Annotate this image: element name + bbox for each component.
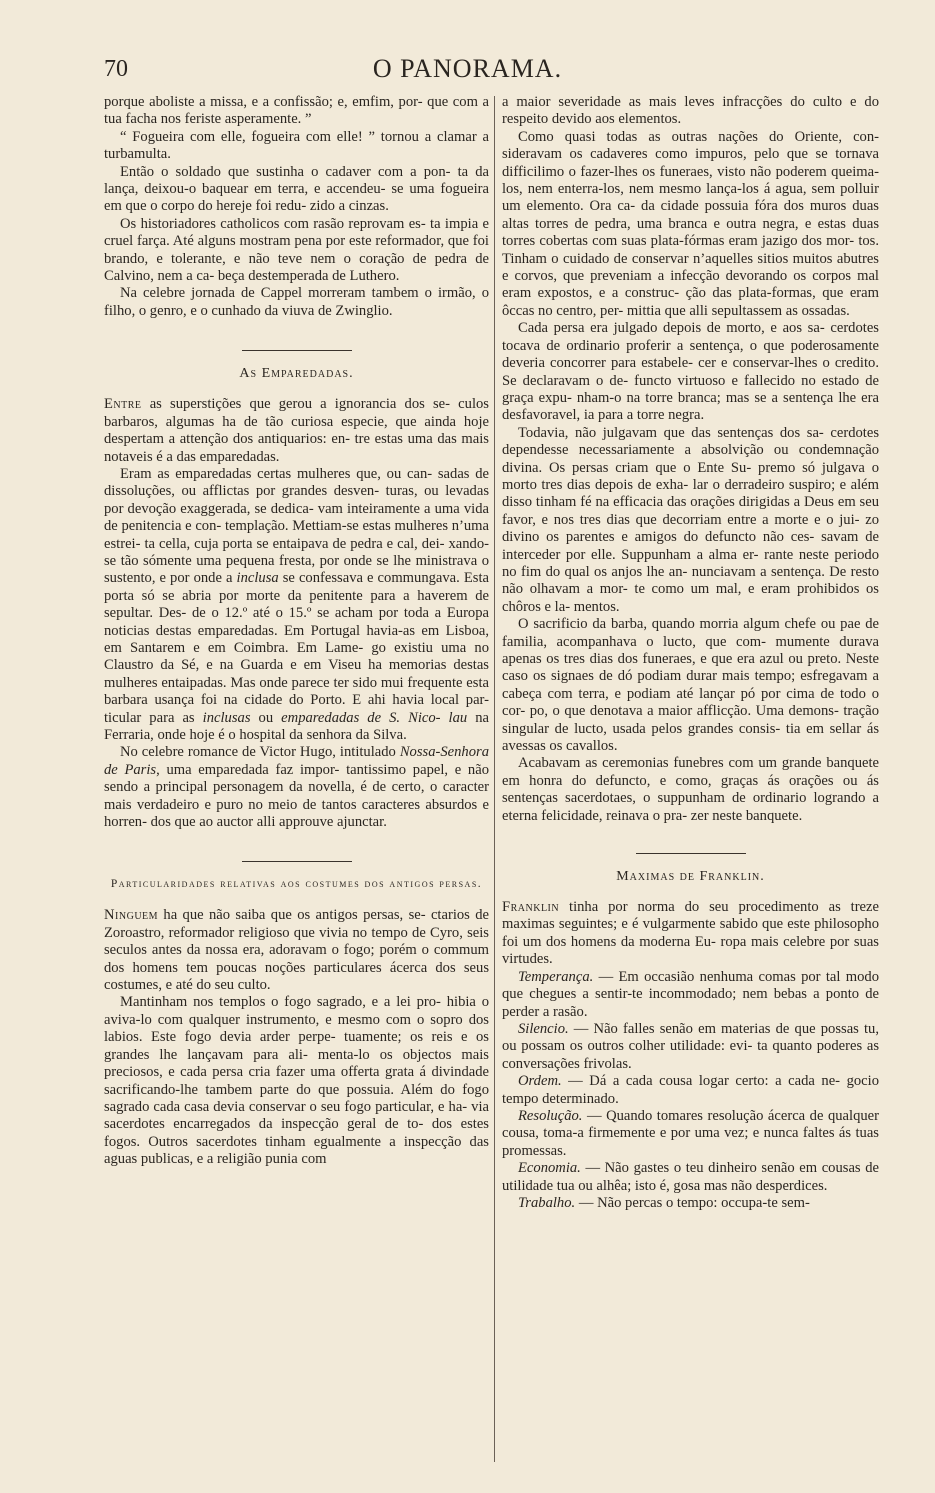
section-heading-emparedadas: As Emparedadas. xyxy=(239,366,354,382)
maxim xyxy=(502,1073,879,1108)
paragraph: Como quasi todas as outras nações do Oriente, con- sideravam os cadaveres como impuros, pelo que se tornava difficilimo o fazer-lhes os funeraes, visto não poderem queima-los, nem enterra-los, nem mesmo lança-los á agua, sem polluir um elemento. Ora ca- da cidade possuia fóra dos muros duas altas torres de pedra, uma branca e outra negra, e estas duas torres cobertas com suas plata-fórmas eram jazigo dos mor- tos. Tinham o cuidado de conservar n’aquelles sitios muitos abutres e corvos, que preveniam a infecção devorando os corpos mal eram expostos, e a construc- ção das plata-formas, que eram ôccas no centro, per- mittia que alli sepultassem as ossadas. xyxy=(502,128,879,319)
maxim-term: Economia. xyxy=(518,1160,581,1177)
maxim xyxy=(502,969,879,1021)
maxim-term: Resolução. xyxy=(518,1107,583,1124)
paragraph: Os historiadores catholicos com rasão reprovam es- ta impia e cruel farça. Até alguns mostram pena por este reformador, que foi brando, e tolerante, e não teve nem o coração de pedra de Calvino, nem a ca- beça destemperada de Luthero. xyxy=(104,215,489,285)
section-heading-franklin: Maximas de Franklin. xyxy=(616,869,765,885)
italic-text: inclusa xyxy=(236,570,279,587)
paragraph: Então o soldado que sustinha o cadaver com a pon- ta da lança, deixou-o baquear em terra, e accendeu- se uma fogueira em que o corpo do hereje foi redu- zido a cinzas. xyxy=(104,163,489,215)
paragraph: porque aboliste a missa, e a confissão; e, emfim, por- que com a tua facha nos feriste asperamente. ” xyxy=(104,94,489,128)
section-rule xyxy=(242,861,352,862)
maxim-text: — Quando tomares resolução ácerca de qualquer cousa, toma-a firmemente e por uma vez; e nunca faltes ás tuas promessas. xyxy=(502,1107,879,1159)
text: ha que não saiba que os antigos persas, se- ctarios de Zoroastro, reformador religioso que vivia no tempo de Cyro, seis seculos antes da nossa era, adoravam o fogo; porém o commum dos homens tem poucas noções particulares ácerca dos seus costumes, e até do seu culto. xyxy=(104,907,489,994)
lead-word: Entre xyxy=(104,396,142,413)
paragraph xyxy=(502,899,879,969)
paragraph xyxy=(104,396,489,466)
maxim-term: Trabalho. xyxy=(518,1194,576,1211)
maxim-term: Silencio. xyxy=(518,1020,569,1037)
page-header xyxy=(0,0,935,90)
left-column xyxy=(104,94,489,1169)
text: se confessava e commungava. Esta porta só se abria por morte da penitente para a haverem de sepultar. Des- de o 12.º até o 15.º se acham por toda a Europa noticias destas emparedadas. Em Portugal havia-as em Lisboa, em Santarem e em Coimbra. Em Lame- go existiu uma no Claustro da Sé, e na Guarda e em Viseu ha memorias destas mulheres entaipadas. Mas onde parece ter sido mui frequente esta barbara usança foi na cidade do Porto. E ahi havia local par- ticular para as xyxy=(104,570,489,726)
maxim xyxy=(502,1021,879,1073)
maxim-text: — Em occasião nenhuma comas por tal modo que chegues a sentir-te incommodado; nem bebas a ponto de perder a rasão. xyxy=(502,968,879,1020)
italic-text: inclusas xyxy=(202,709,251,726)
maxim-text: — Não percas o tempo: occupa-te sem- xyxy=(575,1194,810,1211)
maxim xyxy=(502,1195,879,1212)
paragraph: Cada persa era julgado depois de morto, e aos sa- cerdotes tocava de ordinario proferir a sentença, o que poderosamente deveria concorrer para estabele- cer e conservar-lhes o credito. Se declaravam o de- functo virtuoso e fallecido no estado de graça expu- nham-o na torre branca; mas se a sentença lhe era desfavoravel, ia para a torre negra. xyxy=(502,320,879,424)
maxim xyxy=(502,1160,879,1195)
section-heading-persas: Particularidades relativas aos costumes dos antigos persas. xyxy=(110,878,483,891)
paragraph xyxy=(104,744,489,831)
paragraph: a maior severidade as mais leves infracções do culto e do respeito devido aos elementos. xyxy=(502,94,879,128)
maxim-term: Temperança. xyxy=(518,968,594,985)
section-rule xyxy=(636,853,746,854)
column-divider xyxy=(494,96,495,1462)
maxim-term: Ordem. xyxy=(518,1073,562,1090)
italic-text: Nossa-Senhora de Paris xyxy=(104,744,489,778)
text: , uma emparedada faz impor- tantissimo papel, e não sendo a principal personagem da novella, é de certo, o caracter mais verdadeiro e puro no meio de tantos caracteres absurdos e horren- dos que ao auctor alli approuve ajunctar. xyxy=(104,761,489,831)
section-rule xyxy=(242,350,352,351)
text: ou xyxy=(250,709,282,726)
page-title: O PANORAMA. xyxy=(372,54,563,83)
italic-text: emparedadas de S. Nico- lau xyxy=(281,709,468,726)
paragraph: “ Fogueira com elle, fogueira com elle! ” tornou a clamar a turbamulta. xyxy=(104,128,489,163)
paragraph: Acabavam as ceremonias funebres com um grande banquete em honra do defuncto, e como, graças ás orações ou ás sentenças sacerdotaes, o suppunham de ordinario logrando a eterna felicidade, reinava o pra- zer neste banquete. xyxy=(502,755,879,824)
maxim-text: — Dá a cada cousa logar certo: a cada ne- gocio tempo determinado. xyxy=(502,1073,879,1107)
paragraph: O sacrificio da barba, quando morria algum chefe ou pae de familia, acompanhava o lucto, que com- mumente durava apenas os tres dias dos funeraes, e que era azul ou preto. Neste caso os signaes de dó podiam durar mais tempo; esfregavam a cabeça com terra, e podiam até lançar pó por cima de todo o cor- po, o que denotava a maior afflicção. Uma demons- tração singular de lucto, usada pelos grandes consis- tia em sellar ás avessas os cavallos. xyxy=(502,616,879,755)
lead-word: Franklin xyxy=(502,899,560,916)
paragraph: Mantinham nos templos o fogo sagrado, e a lei pro- hibia o aviva-lo com qualquer instrumento, e mesmo com o sopro dos labios. Este fogo devia arder perpe- tuamente; os reis e os grandes lhe lançavam para ali- menta-lo os objectos mais preciosos, e cada persa cria fazer uma offerta grata á divindade sacrificando-lhe tambem parte do que possuia. Além do fogo sagrado cada casa devia conservar o seu fogo particular, e ha- via sacerdotes encarregados da inspecção geral de to- dos estes fogos. Outros sacerdotes tinham egualmente a inspecção das aguas publicas, e a religião punia com xyxy=(104,994,489,1168)
text: No celebre romance de Victor Hugo, intitulado xyxy=(120,744,400,761)
page-number: 70 xyxy=(104,56,128,82)
text: as superstições que gerou a ignorancia dos se- culos barbaros, algumas ha de tão curiosa especie, que ainda hoje despertam a attenção dos antiquarios: en- tre estas uma das mais notaveis é a das emparedadas. xyxy=(104,396,489,465)
text: tinha por norma do seu procedimento as treze maximas seguintes; e é vulgarmente sabido que este philosopho foi um dos homens da moderna Eu- ropa mais celebre por suas virtudes. xyxy=(502,899,879,968)
maxim xyxy=(502,1108,879,1160)
text: Eram as emparedadas certas mulheres que, ou can- sadas de dissoluções, ou afflictas por grandes desven- turas, ou levadas por devoção exaggerada, se dedica- vam inteiramente a uma vida de penitencia e con- templação. Mettiam-se estas mulheres n’uma estrei- ta cella, cuja porta se entaipava de pedra e cal, dei- xando-se tão sómente uma pequena fresta, por onde se lhe ministrava o sustento, e por onde a xyxy=(104,465,489,587)
paragraph: Todavia, não julgavam que das sentenças dos sa- cerdotes dependesse necessariamente a absolvição ou condemnação divina. Os persas criam que o Ente Su- premo só julgava o morto tres dias depois de exha- lar o derradeiro suspiro; e além disso tinham fé na efficacia das orações dirigidas a Deus em seu favor, e nos tres dias que decorriam entre a morte e o jui- zo divino os parentes e amigos do defuncto não ces- savam de interceder por elle. Suppunham a alma er- rante neste periodo no fim do qual os anjos lhe an- nunciavam a sentença. De resto não olhavam a mor- te como um mal, e eram prohibidos os chôros e la- mentos. xyxy=(502,424,879,615)
maxim-text: — Não gastes o teu dinheiro senão em cousas de utilidade tua ou alhêa; isto é, gosa mas não desperdices. xyxy=(502,1160,879,1194)
paragraph xyxy=(104,466,489,745)
text: na Ferraria, onde hoje é o hospital da senhora da Silva. xyxy=(104,709,489,743)
right-column xyxy=(502,94,879,1212)
paragraph: Na celebre jornada de Cappel morreram tambem o irmão, o filho, o genro, e o cunhado da viuva de Zwinglio. xyxy=(104,285,489,319)
paragraph xyxy=(104,907,489,994)
lead-word: Ninguem xyxy=(104,907,159,924)
maxim-text: — Não falles senão em materias de que possas tu, ou possam os outros colher utilidade: evi- ta quanto poderes as conversações frivolas. xyxy=(502,1020,879,1072)
